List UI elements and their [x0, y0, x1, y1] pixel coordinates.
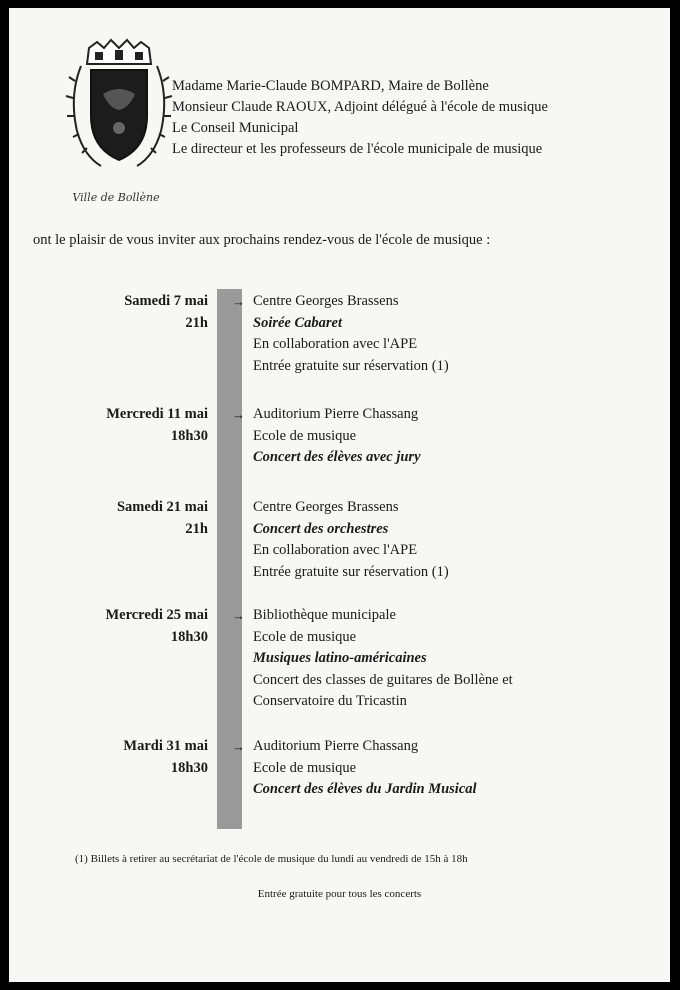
event-title	[253, 648, 513, 670]
sender-deputy: Monsieur Claude RAOUX, Adjoint délégué à l'école de musique	[172, 99, 548, 115]
event-line-text: Concert des classes de guitares de Bollène et	[253, 671, 513, 688]
event-when	[123, 736, 208, 779]
event-line-text: Auditorium Pierre Chassang	[253, 406, 419, 422]
event-title	[253, 447, 421, 469]
event-title	[253, 779, 477, 801]
arrow-right-icon: →	[232, 407, 245, 422]
event-time: 21h	[185, 314, 208, 331]
event-line-text: En collaboration avec l'APE	[253, 542, 418, 558]
event-time: 18h30	[170, 427, 208, 444]
event-time: 18h30	[170, 628, 208, 645]
event-line	[253, 670, 513, 692]
event-line	[232, 404, 421, 426]
sender-teachers: Le directeur et les professeurs de l'école municipale de musique	[172, 141, 543, 157]
event-details	[232, 736, 477, 801]
event-line-text: Concert des élèves avec jury	[253, 449, 421, 465]
event-details	[232, 291, 449, 377]
event-line	[253, 562, 449, 584]
event-line	[232, 736, 477, 758]
event-when	[105, 605, 208, 648]
event-line-text: Soirée Cabaret	[253, 314, 343, 331]
invitation-page	[9, 8, 670, 982]
sender-council: Le Conseil Municipal	[172, 120, 299, 136]
event-line	[232, 291, 449, 313]
event-title	[253, 519, 449, 541]
event-when	[117, 497, 208, 540]
event-time: 18h30	[170, 759, 208, 776]
event-line-text: En collaboration avec l'APE	[253, 336, 418, 352]
crest-caption: Ville de Bollène	[72, 191, 160, 204]
event-line	[253, 540, 449, 562]
event-details	[253, 497, 449, 583]
event-line-text: Concert des élèves du Jardin Musical	[253, 781, 477, 797]
event-line	[253, 627, 513, 649]
event-line-text: Entrée gratuite sur réservation (1)	[253, 357, 449, 374]
event-day: Mercredi 25 mai	[105, 607, 208, 623]
senders-block	[172, 76, 548, 160]
event-line-text: Centre Georges Brassens	[253, 499, 399, 515]
event-title	[253, 313, 449, 335]
closing-note: Entrée gratuite pour tous les concerts	[257, 888, 422, 900]
event-line	[253, 497, 449, 519]
event-line-text: Ecole de musique	[253, 759, 357, 776]
event-line	[232, 605, 513, 627]
event-line	[253, 426, 421, 448]
event-line-text: Entrée gratuite sur réservation (1)	[253, 563, 449, 580]
event-details	[232, 404, 421, 469]
event-when	[106, 404, 208, 447]
event-details	[232, 605, 513, 713]
event-line-text: Auditorium Pierre Chassang	[253, 738, 419, 754]
sender-mayor: Madame Marie-Claude BOMPARD, Maire de Bollène	[172, 78, 489, 94]
coat-of-arms-icon	[59, 36, 179, 211]
arrow-right-icon: →	[232, 294, 245, 309]
event-line-text: Bibliothèque municipale	[253, 607, 396, 623]
event-day: Mercredi 11 mai	[106, 406, 208, 422]
arrow-right-icon: →	[232, 739, 245, 754]
event-line-text: Ecole de musique	[253, 628, 357, 645]
event-line-text: Centre Georges Brassens	[253, 293, 399, 309]
footnote: (1) Billets à retirer au secrétariat de l'école de musique du lundi au vendredi de 15h à 18h	[75, 853, 468, 865]
event-line-text: Ecole de musique	[253, 427, 357, 444]
event-line	[253, 758, 477, 780]
event-line	[253, 334, 449, 356]
event-line-text: Conservatoire du Tricastin	[253, 693, 407, 709]
invitation-intro: ont le plaisir de vous inviter aux prochains rendez-vous de l'école de musique :	[33, 232, 491, 248]
arrow-right-icon: →	[232, 608, 245, 623]
event-line-text: Musiques latino-américaines	[253, 650, 427, 666]
event-when	[124, 291, 208, 334]
event-line	[253, 691, 513, 713]
event-day: Mardi 31 mai	[123, 738, 208, 754]
event-day: Samedi 7 mai	[124, 293, 208, 309]
event-line-text: Concert des orchestres	[253, 520, 389, 537]
event-time: 21h	[185, 520, 208, 537]
event-line	[253, 356, 449, 378]
event-day: Samedi 21 mai	[116, 499, 208, 515]
